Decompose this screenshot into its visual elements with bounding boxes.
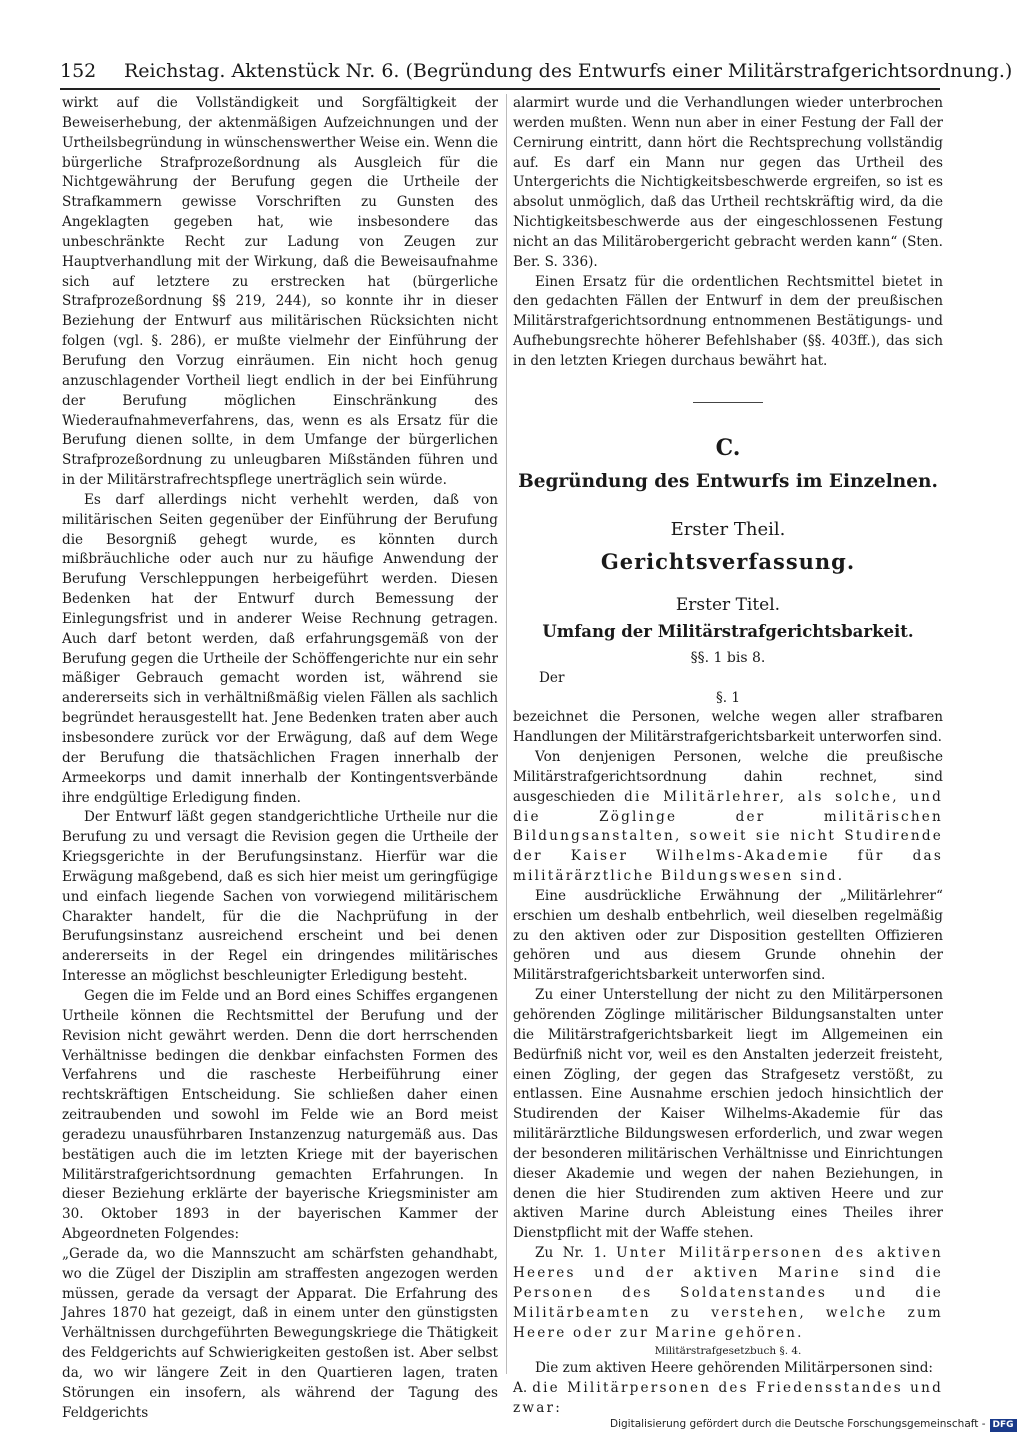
title-name: Umfang der Militärstrafgerichtsbarkeit. <box>542 621 914 641</box>
page-number: 152 <box>60 60 97 82</box>
paragraph-ersatz: Einen Ersatz für die ordentlichen Rechtsmittel bietet in den gedachten Fällen der Entwurf in dem der preußischen Militärstrafgerichtsordnung entnommenen Bestätigungs- und Aufhebungsrechte höherer Befehlshaber (§§. 403ff.), das sich in den letzten Kriegen durchaus bewährt hat. <box>513 273 943 369</box>
zu-nr1-text: Unter Militärpersonen des aktiven Heeres und der aktiven Marine sind die Personen des Soldatenstandes und die Militärbeamten zu verstehen, welche zum Heere oder zur Marine gehören. <box>513 1245 943 1341</box>
dfg-logo: DFG <box>990 1419 1017 1432</box>
paragraph-felde-bord: Gegen die im Felde und an Bord eines Schiffes ergangenen Urtheile können die Rechtsmittel der Berufung und der Revision nicht gewährt werden. Denn die dort herrschenden Verhältnisse bedingen die denkbar einfachsten Formen des Verfahrens und die rascheste Herbeiführung einer rechtskräftigen Entscheidung. Sie schließen daher einen zeitraubenden und sowohl im Felde wie an Bord meist geradezu unausführbaren Instanzenzug naturgemäß aus. Das bestätigen auch die im letzten Kriege mit der bayerischen Militärstrafgerichtsordnung gemachten Erfahrungen. In dieser Beziehung erklärte der bayerische Kriegsminister am 30. Oktober 1893 in der bayerischen Kammer der Abgeordneten Folgendes: <box>62 987 498 1243</box>
footer-text: Digitalisierung gefördert durch die Deutsche Forschungsgemeinschaft - <box>610 1418 986 1430</box>
part-name: Gerichtsverfassung. <box>600 548 856 574</box>
column-separator <box>506 94 507 1374</box>
paragraph-standgericht: Der Entwurf läßt gegen standgerichtliche Urtheile nur die Berufung zu und versagt die Revision gegen die Urtheile der Kriegsgerichte in der Berufungsinstanz. Hierfür war die Erwägung maßgebend, daß es sich hier meist um geringfügige und einfach liegende Sachen von vorwiegend militärischem Charakter handelt, für die die Nachprüfung in der Berufungsinstanz ausreichend erscheint und bei denen andererseits in der Regel ein dringendes militärisches Interesse an möglichst beschleunigter Erledigung besteht. <box>62 809 498 985</box>
left-column <box>62 94 498 1421</box>
list-a-marker: A. <box>513 1380 528 1397</box>
right-column <box>513 94 943 1417</box>
zu-nr1-lead: Zu Nr. 1. <box>535 1245 607 1262</box>
quote-kriegsminister: „Gerade da, wo die Mannszucht am schärfsten gehandhabt, wo die Zügel der Disziplin am straffesten angezogen werden müssen, gerade da versagt der Apparat. Die Erfahrung des Jahres 1870 hat gezeigt, daß in einem unter den günstigsten Verhältnissen durchgeführten Bewegungskriege die Thätigkeit des Feldgerichts auf Schwierigkeiten gestoßen ist. Aber selbst da, wo wir längere Zeit in den Quartieren lagen, traten Störungen ein insofern, als während der Tagung des Feldgerichts <box>62 1245 498 1421</box>
running-title: Reichstag. Aktenstück Nr. 6. (Begründung des Entwurfs einer Militärstrafgerichtsordnung.) <box>124 60 1013 82</box>
paragraph-unterstellung: Zu einer Unterstellung der nicht zu den Militärpersonen gehörenden Zöglinge militärischer Bildungsanstalten unter die Militärstrafgerichtsbarkeit liegt im Allgemeinen ein Bedürfniß nicht vor, weil es den Anstalten jederzeit freisteht, einen Zögling, der gegen das Strafgesetz verstößt, zu entlassen. Eine Ausnahme erschien jedoch hinsichtlich der Studirenden der Kaiser Wilhelms-Akademie für das militärärztliche Bildungswesen erforderlich, und zwar wegen der besonderen militärischen Verhältnisse und Einrichtungen dieser Akademie und wegen der nahen Beziehungen, in denen die hier Studirenden zum aktiven Heere und zur aktiven Marine durch Ableistung eines Theiles ihrer Dienstpflicht mit der Waffe stehen. <box>513 987 943 1242</box>
paragraph-range: §§. 1 bis 8. <box>690 649 766 666</box>
quote-continuation: alarmirt wurde und die Verhandlungen wieder unterbrochen werden mußten. Wenn nun aber in einer Festung der Fall der Cernirung eintritt, dann hört die Rechtsprechung vollständig auf. Es darf ein Mann nur gegen das Urtheil des Untergerichts die Nichtigkeitsbeschwerde ergreifen, so ist es absolut unmöglich, daß das Urtheil rechtskräftig wird, da die Nichtigkeitsbeschwerde aus der eingeschlossenen Festung nicht an das Militärobergericht gebracht werden kann“ (Sten. Ber. S. 336). <box>513 95 943 270</box>
der-word: Der <box>539 669 565 686</box>
list-a-text: die Militärpersonen des Friedensstandes und zwar: <box>513 1380 943 1417</box>
section-divider <box>693 402 763 403</box>
paragraph-preussisch-text: Von denjenigen Personen, welche die preußische Militärstrafgerichtsordnung dahin rechnet, sind ausgeschieden <box>513 749 943 805</box>
paragraph-bedenken: Es darf allerdings nicht verhehlt werden, daß von militärischen Seiten gegenüber der Einführung der Berufung die Besorgniß gehegt wurde, es könnten durch mißbräuchliche oder auch nur zu häufige Anwendung der Berufung Verschleppungen herbeigeführt werden. Diesen Bedenken hat der Entwurf durch Bemessung der Einlegungsfrist und in anderer Weise Rechnung getragen. Auch darf betont werden, daß erfahrungsgemäß von der Berufung gegen die Urtheile der Schöffengerichte nur ein sehr mäßiger Gebrauch gemacht worden ist, während sie andererseits sich in verhältnißmäßig vielen Fällen als sachlich begründet herausgestellt hat. Jene Bedenken traten aber auch insbesondere zurück vor der Erwägung, daß auf dem Wege der Berufung die thatsächlichen Fragen innerhalb der Armeekorps und damit innerhalb der Kontingentsverbände ihre endgültige Erledigung finden. <box>62 491 498 806</box>
section-letter: C. <box>715 434 741 461</box>
paragraph-1-text: bezeichnet die Personen, welche wegen aller strafbaren Handlungen der Militärstrafgerichtsbarkeit unterworfen sind. <box>513 709 943 746</box>
footer-credit <box>610 1416 1014 1432</box>
list-item-a <box>513 1379 943 1419</box>
title-label: Erster Titel. <box>675 594 781 615</box>
paragraph-erwaehnung: Eine ausdrückliche Erwähnung der „Militärlehrer“ erschien um deshalb entbehrlich, weil dieselben regelmäßig zu den aktiven oder zur Disposition gestellten Offizieren gehören und aus diesem Grunde ohnehin der Militärstrafgerichtsbarkeit unterworfen sind. <box>513 887 943 984</box>
header-rule <box>60 88 940 90</box>
paragraph-preussisch <box>513 748 943 887</box>
section-title: Begründung des Entwurfs im Einzelnen. <box>518 470 938 492</box>
paragraph-1-label: §. 1 <box>715 689 741 706</box>
paragraph-preussisch-spaced: die Militärlehrer, als solche, und die Zöglinge der militärischen Bildungsanstalten, soweit sie nicht Studirende der Kaiser Wilhelms-Akademie für das militärärztliche Bildungswesen sind. <box>513 788 943 885</box>
footnote-reference: Militärstrafgesetzbuch §. 4. <box>654 1345 802 1358</box>
running-header <box>60 56 1013 86</box>
paragraph-zu-nr1 <box>513 1244 943 1343</box>
paragraph-aktiven: Die zum aktiven Heere gehörenden Militärpersonen sind: <box>535 1360 933 1377</box>
paragraph-beweiserhebung: wirkt auf die Vollständigkeit und Sorgfältigkeit der Beweiserhebung, der aktenmäßigen Aufzeichnungen und der Urtheilsbegründung in wünschenswerther Weise ein. Wenn die bürgerliche Strafprozeßordnung als Ausgleich für die Nichtgewährung der Berufung gegen die Urtheile der Strafkammern gewisse Vorschriften zu Gunsten des Angeklagten gegeben hat, wie insbesondere das unbeschränkte Recht zur Ladung von Zeugen zur Hauptverhandlung mit der Wirkung, daß die Beweisaufnahme sich auf letztere zu erstrecken hat (bürgerliche Strafprozeßordnung §§ 219, 244), so konnte ihr in dieser Beziehung der Entwurf aus militärischen Rücksichten nicht folgen (vgl. §. 286), er mußte vielmehr der Einführung der Berufung den Vorzug einräumen. Ein nicht hoch genug anzuschlagender Vortheil liegt endlich in der bei Einführung der Berufung möglichen Einschränkung des Wiederaufnahmeverfahrens, das, wenn es als Ersatz für die Berufung dienen sollte, in dem Umfange der bürgerlichen Strafprozeßordnung zu unleugbaren Mißständen führen und in der Militärstrafrechtspflege unerträglich sein würde. <box>62 95 498 489</box>
part-label: Erster Theil. <box>670 518 786 540</box>
